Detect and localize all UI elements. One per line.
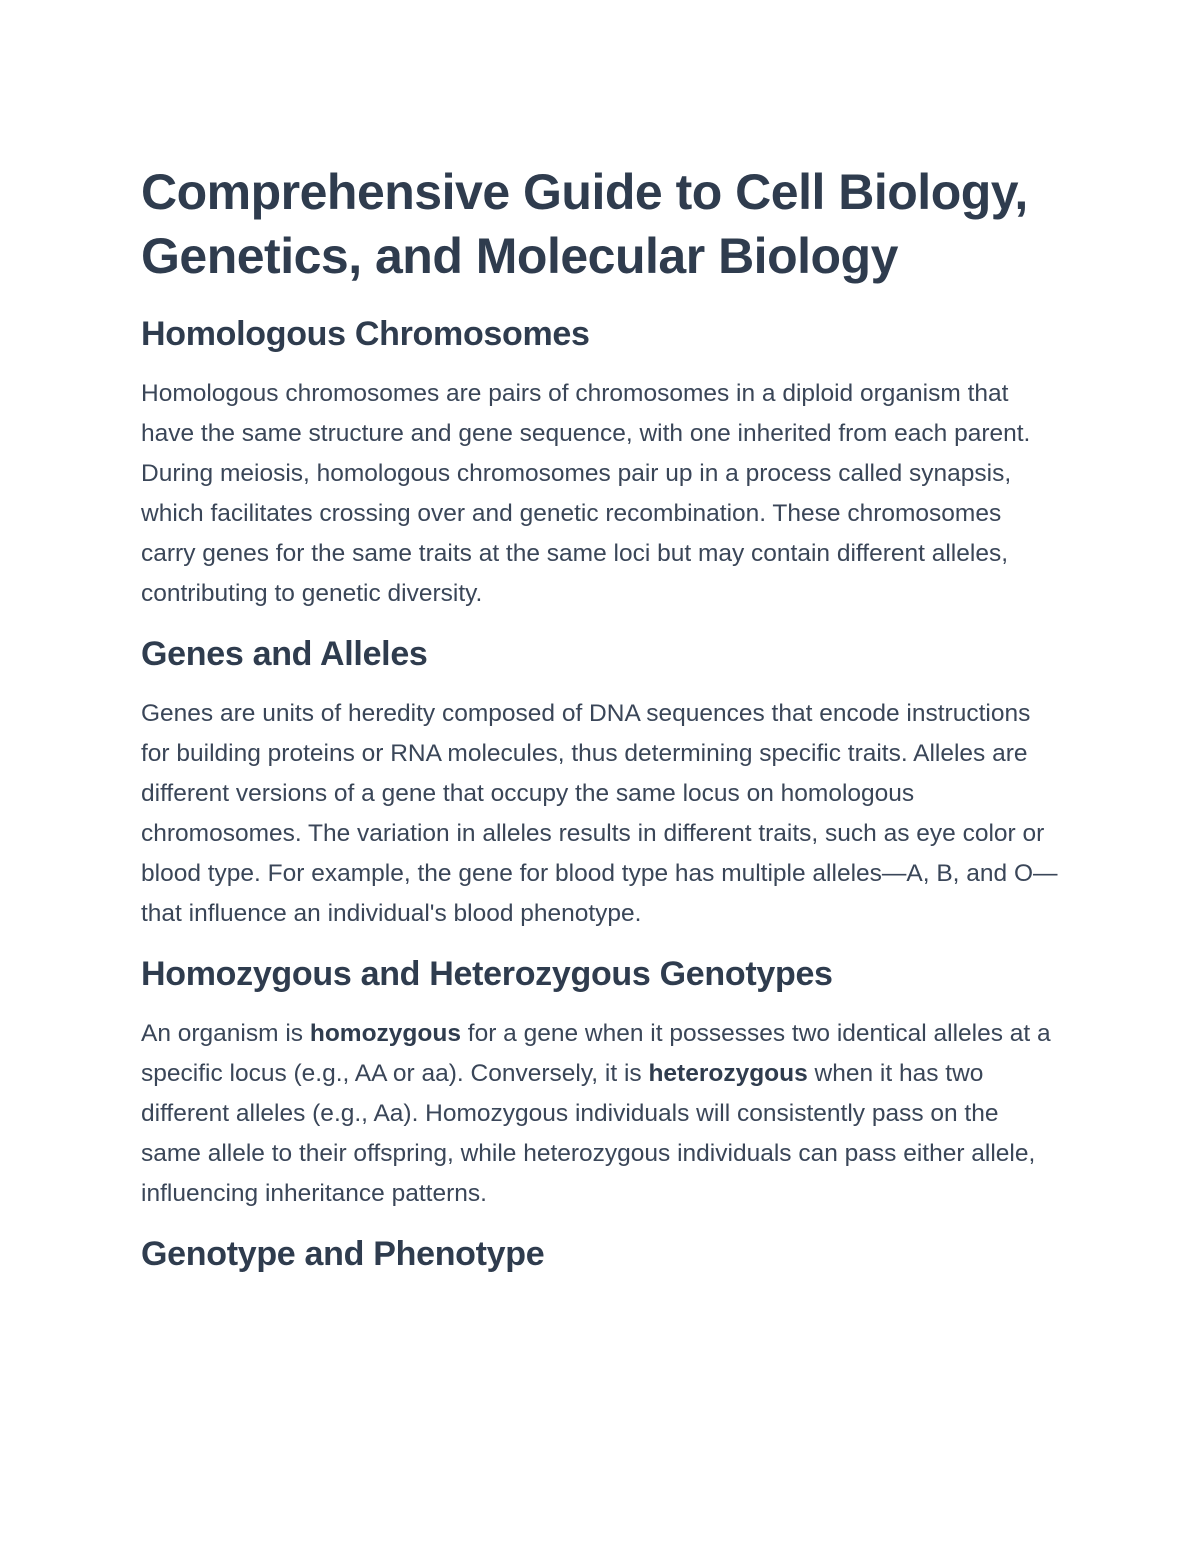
bold-term-homozygous: homozygous <box>309 1020 461 1047</box>
document-page <box>141 160 1061 1294</box>
section-heading: Genes and Alleles <box>141 635 428 673</box>
bold-term-heterozygous: heterozygous <box>648 1060 808 1087</box>
section-genes-and-alleles <box>141 632 1061 934</box>
text-run: when it has two different alleles (e.g., Aa). Homozygous individuals will consistently pass on the same allele to their offspring, while heterozygous individuals can pass either allele, influencing inheritance patterns. <box>141 1060 1036 1207</box>
section-homozygous-heterozygous <box>141 952 1061 1214</box>
document-title: Comprehensive Guide to Cell Biology, Genetics, and Molecular Biology <box>141 164 1028 284</box>
section-homologous-chromosomes <box>141 312 1061 614</box>
section-heading: Genotype and Phenotype <box>141 1235 545 1273</box>
section-paragraph: Genes are units of heredity composed of DNA sequences that encode instructions for building proteins or RNA molecules, thus determining specific traits. Alleles are different versions of a gene that occupy the same locus on homologous chromosomes. The variation in alleles results in different traits, such as eye color or blood type. For example, the gene for blood type has multiple alleles—A, B, and O—that influence an individual's blood phenotype. <box>141 700 1058 927</box>
section-heading: Homologous Chromosomes <box>141 315 590 353</box>
section-paragraph: Homologous chromosomes are pairs of chromosomes in a diploid organism that have the same structure and gene sequence, with one inherited from each parent. During meiosis, homologous chromosomes pair up in a process called synapsis, which facilitates crossing over and genetic recombination. These chromosomes carry genes for the same traits at the same loci but may contain different alleles, contributing to genetic diversity. <box>141 380 1031 607</box>
section-paragraph <box>141 1014 1061 1214</box>
section-genotype-phenotype <box>141 1232 1061 1276</box>
text-run: An organism is <box>141 1020 310 1047</box>
text-run: for a gene when it possesses two identical alleles at a specific locus (e.g., AA or aa). Conversely, it is <box>141 1020 1051 1087</box>
section-heading: Homozygous and Heterozygous Genotypes <box>141 955 833 993</box>
